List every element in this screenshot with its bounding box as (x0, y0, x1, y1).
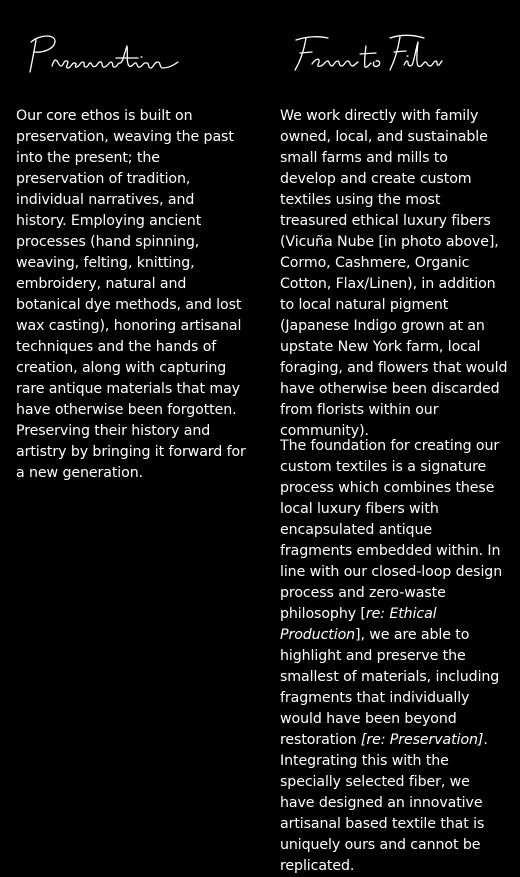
preservation-script-lettering (28, 32, 178, 78)
paragraph-text: The foundation for creating our custom textiles is a signature process which combines these local luxury fibers with encapsulated antique fragments embedded within. In line with our closed-loop design process and zero-waste philosophy [ (280, 438, 503, 622)
paragraph-text: . Integrating this with the specially selected fiber, we have designed an innovative artisanal based textile that is uniquely ours and cannot be replicated. (280, 732, 488, 874)
paragraph-text: ], we are able to highlight and preserve the smallest of materials, including fragments that individually would have been beyond restoration (280, 627, 500, 748)
preservation-title (28, 32, 178, 78)
farm-to-fiber-paragraph-2 (280, 436, 508, 877)
preservation-paragraph: Our core ethos is built on preservation, weaving the past into the present; the preservation of tradition, individual narratives, and history. Employing ancient processes (hand spinning, weaving, felting, knitting, embroidery, natural and botanical dye methods, and lost wax casting), honoring artisanal techniques and the hands of creation, along with capturing rare antique materials that may have otherwise been forgotten. Preserving their history and artistry by bringing it forward for a new generation. (16, 108, 246, 481)
farm-to-fiber-title (292, 32, 442, 78)
farm-to-fiber-paragraph-1: We work directly with family owned, local, and sustainable small farms and mills to develop and create custom textiles using the most treasured ethical luxury fibers (Vicuña Nube [in photo above], Cormo, Cashmere, Organic Cotton, Flax/Linen), in addition to local natural pigment (Japanese Indigo grown at an upstate New York farm, local foraging, and flowers that would have otherwise been discarded from florists within our community). (280, 108, 508, 439)
farm-to-fiber-script-lettering (292, 32, 442, 78)
preservation-reference: [re: Preservation] (360, 732, 484, 748)
ethical-production-reference: re: Ethical Production (280, 606, 437, 643)
